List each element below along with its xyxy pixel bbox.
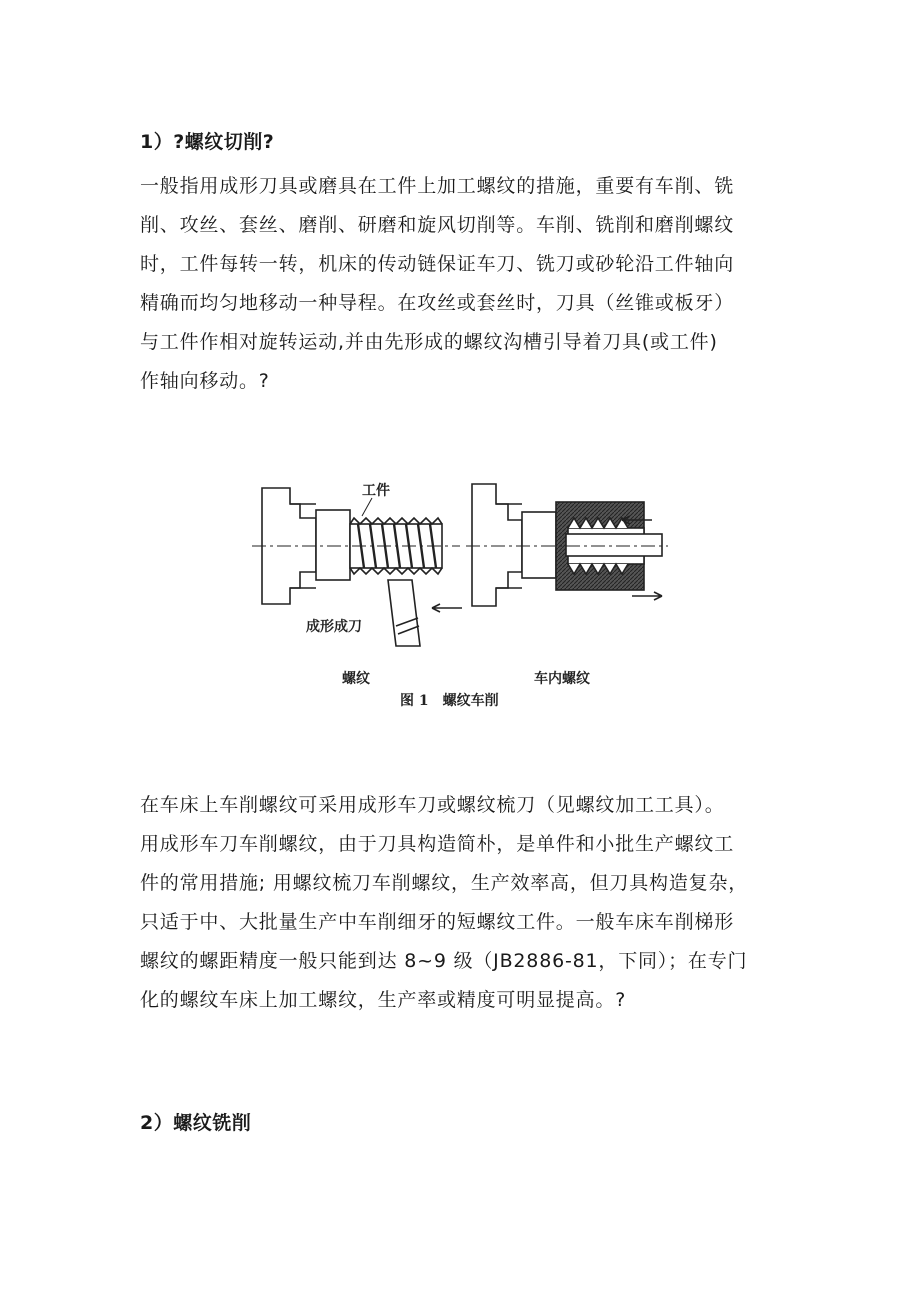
figure-caption: 图 1 螺纹车削 [400, 693, 499, 709]
text-line: 化的螺纹车床上加工螺纹，生产率或精度可明显提高。? [140, 989, 627, 1011]
text-line: 用成形车刀车削螺纹，由于刀具构造简朴，是单件和小批生产螺纹工 [140, 833, 735, 855]
text-line: 在车床上车削螺纹可采用成形车刀或螺纹梳刀（见螺纹加工工具）。 [140, 794, 725, 816]
label-internal-thread: 车内螺纹 [534, 671, 590, 687]
text-line: 精确而均匀地移动一种导程。在攻丝或套丝时，刀具（丝锥或板牙） [140, 292, 735, 314]
figure-thread-turning [250, 476, 670, 716]
section-heading-thread-cutting: 1）?螺纹切削? [140, 131, 275, 153]
label-forming-tool: 成形成刀 [306, 619, 362, 635]
text-line: 只适于中、大批量生产中车削细牙的短螺纹工件。一般车床车削梯形 [140, 911, 735, 933]
text-line: 时，工件每转一转，机床的传动链保证车刀、铣刀或砂轮沿工件轴向 [140, 253, 735, 275]
thread-turning-diagram [250, 476, 670, 716]
boring-bar [566, 534, 662, 556]
text-line: 一般指用成形刀具或磨具在工件上加工螺纹的措施，重要有车削、铣 [140, 175, 735, 197]
paragraph-lathe-threading [140, 786, 785, 1020]
paragraph-thread-cutting [140, 167, 785, 401]
section-heading-thread-milling: 2）螺纹铣削 [140, 1112, 252, 1134]
text-line: 件的常用措施; 用螺纹梳刀车削螺纹，生产效率高，但刀具构造复杂， [140, 872, 749, 894]
text-line: 螺纹的螺距精度一般只能到达 8~9 级（JB2886-81，下同）；在专门 [140, 950, 748, 972]
text-line: 作轴向移动。? [140, 370, 270, 392]
text-line: 削、攻丝、套丝、磨削、研磨和旋风切削等。车削、铣削和磨削螺纹 [140, 214, 735, 236]
text-line: 与工件作相对旋转运动,并由先形成的螺纹沟槽引导着刀具(或工件) [140, 331, 718, 353]
label-workpiece: 工件 [362, 483, 390, 499]
forming-tool [388, 580, 420, 646]
label-external-thread: 螺纹 [342, 671, 370, 687]
